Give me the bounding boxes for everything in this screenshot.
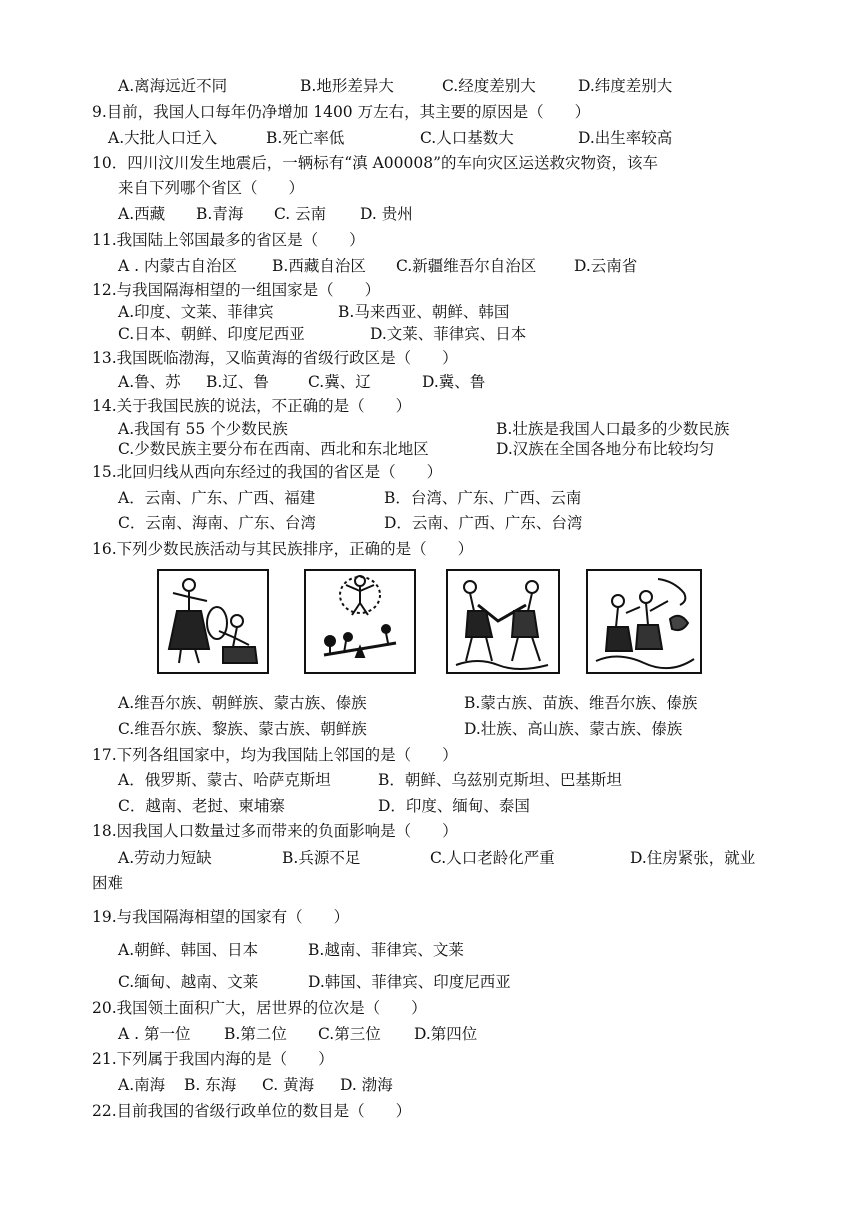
q15-option-a: A．云南、广东、广西、福建 xyxy=(118,489,316,507)
q8-option-c: C.经度差别大 xyxy=(442,77,536,95)
q13-option-c: C.冀、辽 xyxy=(308,373,371,391)
q16-option-d: D.壮族、高山族、蒙古族、傣族 xyxy=(464,720,683,738)
water-splashing-illustration xyxy=(588,571,700,672)
q13-option-d: D.冀、鲁 xyxy=(422,373,486,391)
q9-stem: 9.目前，我国人口每年仍净增加 1400 万左右，其主要的原因是（ ） xyxy=(92,103,591,121)
q21-option-d: D. 渤海 xyxy=(340,1076,393,1094)
q20-option-d: D.第四位 xyxy=(414,1025,478,1043)
q11-option-d: D.云南省 xyxy=(574,257,638,275)
q14-option-c: C.少数民族主要分布在西南、西北和东北地区 xyxy=(118,440,429,458)
q21-stem: 21.下列属于我国内海的是（ ） xyxy=(92,1050,334,1068)
seesaw-jump-illustration xyxy=(306,571,414,672)
q11-option-a: A . 内蒙古自治区 xyxy=(118,257,237,275)
q19-option-a: A.朝鲜、韩国、日本 xyxy=(118,941,259,959)
q9-option-c: C.人口基数大 xyxy=(420,129,514,147)
q14-option-b: B.壮族是我国人口最多的少数民族 xyxy=(496,420,730,438)
q15-option-d: D．云南、广西、广东、台湾 xyxy=(384,514,583,532)
q14-option-a: A.我国有 55 个少数民族 xyxy=(118,420,288,438)
q17-option-c: C．越南、老挝、柬埔寨 xyxy=(118,797,285,815)
uyghur-dance-illustration xyxy=(159,571,267,672)
q16-stem: 16.下列少数民族活动与其民族排序，正确的是（ ） xyxy=(92,540,474,558)
q15-option-c: C．云南、海南、广东、台湾 xyxy=(118,514,316,532)
dance-picture-1 xyxy=(157,569,269,674)
q15-stem: 15.北回归线从西向东经过的我国的省区是（ ） xyxy=(92,463,443,481)
q13-option-a: A.鲁、苏 xyxy=(118,373,181,391)
q21-option-c: C. 黄海 xyxy=(262,1076,315,1094)
q20-option-a: A . 第一位 xyxy=(118,1025,191,1043)
q14-option-d: D.汉族在全国各地分布比较均匀 xyxy=(496,440,715,458)
q19-option-c: C.缅甸、越南、文莱 xyxy=(118,973,259,991)
q18-option-d-wrap: 困难 xyxy=(92,874,124,892)
q11-option-c: C.新疆维吾尔自治区 xyxy=(396,257,537,275)
q12-stem: 12.与我国隔海相望的一组国家是（ ） xyxy=(92,281,381,299)
q9-option-d: D.出生率较高 xyxy=(578,129,673,147)
q10-option-d: D. 贵州 xyxy=(360,205,413,223)
q11-stem: 11.我国陆上邻国最多的省区是（ ） xyxy=(92,231,365,249)
q19-option-b: B.越南、菲律宾、文莱 xyxy=(308,941,464,959)
q16-option-c: C.维吾尔族、黎族、蒙古族、朝鲜族 xyxy=(118,720,367,738)
q18-option-d: D.住房紧张，就业 xyxy=(630,849,756,867)
q19-stem: 19.与我国隔海相望的国家有（ ） xyxy=(92,908,350,926)
q8-option-d: D.纬度差别大 xyxy=(578,77,673,95)
q17-option-a: A．俄罗斯、蒙古、哈萨克斯坦 xyxy=(118,771,331,789)
dance-picture-4 xyxy=(586,569,702,674)
q17-stem: 17.下列各组国家中，均为我国陆上邻国的是（ ） xyxy=(92,746,458,764)
dance-picture-3 xyxy=(446,569,560,674)
q20-option-b: B.第二位 xyxy=(224,1025,287,1043)
q21-option-b: B. 东海 xyxy=(184,1076,237,1094)
q22-stem: 22.目前我国的省级行政单位的数目是（ ） xyxy=(92,1102,412,1120)
q12-option-a: A.印度、文莱、菲律宾 xyxy=(118,303,274,321)
q11-option-b: B.西藏自治区 xyxy=(272,257,366,275)
q18-stem: 18.因我国人口数量过多而带来的负面影响是（ ） xyxy=(92,822,458,840)
q17-option-b: B．朝鲜、乌兹别克斯坦、巴基斯坦 xyxy=(378,771,622,789)
q12-option-c: C.日本、朝鲜、印度尼西亚 xyxy=(118,325,305,343)
q18-option-c: C.人口老龄化严重 xyxy=(430,849,555,867)
q12-option-b: B.马来西亚、朝鲜、韩国 xyxy=(338,303,510,321)
q18-option-a: A.劳动力短缺 xyxy=(118,849,212,867)
q8-option-b: B.地形差异大 xyxy=(300,77,394,95)
wrestling-illustration xyxy=(448,571,558,672)
q19-option-d: D.韩国、菲律宾、印度尼西亚 xyxy=(308,973,511,991)
q16-option-a: A.维吾尔族、朝鲜族、蒙古族、傣族 xyxy=(118,694,367,712)
q9-option-a: A.大批人口迁入 xyxy=(108,129,218,147)
q8-option-a: A.离海远近不同 xyxy=(118,77,228,95)
q10-option-a: A.西藏 xyxy=(118,205,166,223)
q10-stem-line1: 10．四川汶川发生地震后，一辆标有“滇 A00008”的车向灾区运送救灾物资，该车 xyxy=(92,154,659,172)
q14-stem: 14.关于我国民族的说法，不正确的是（ ） xyxy=(92,397,412,415)
q21-option-a: A.南海 xyxy=(118,1076,166,1094)
q20-stem: 20.我国领土面积广大，居世界的位次是（ ） xyxy=(92,999,427,1017)
q18-option-b: B.兵源不足 xyxy=(282,849,361,867)
dance-picture-2 xyxy=(304,569,416,674)
q20-option-c: C.第三位 xyxy=(318,1025,381,1043)
q16-option-b: B.蒙古族、苗族、维吾尔族、傣族 xyxy=(464,694,698,712)
q10-stem-line2: 来自下列哪个省区（ ） xyxy=(118,179,305,197)
q12-option-d: D.文莱、菲律宾、日本 xyxy=(370,325,527,343)
q13-option-b: B.辽、鲁 xyxy=(206,373,269,391)
q10-option-c: C. 云南 xyxy=(274,205,327,223)
q17-option-d: D．印度、缅甸、泰国 xyxy=(378,797,530,815)
q10-option-b: B.青海 xyxy=(196,205,244,223)
q13-stem: 13.我国既临渤海，又临黄海的省级行政区是（ ） xyxy=(92,349,458,367)
q15-option-b: B．台湾、广东、广西、云南 xyxy=(384,489,582,507)
q9-option-b: B.死亡率低 xyxy=(266,129,345,147)
